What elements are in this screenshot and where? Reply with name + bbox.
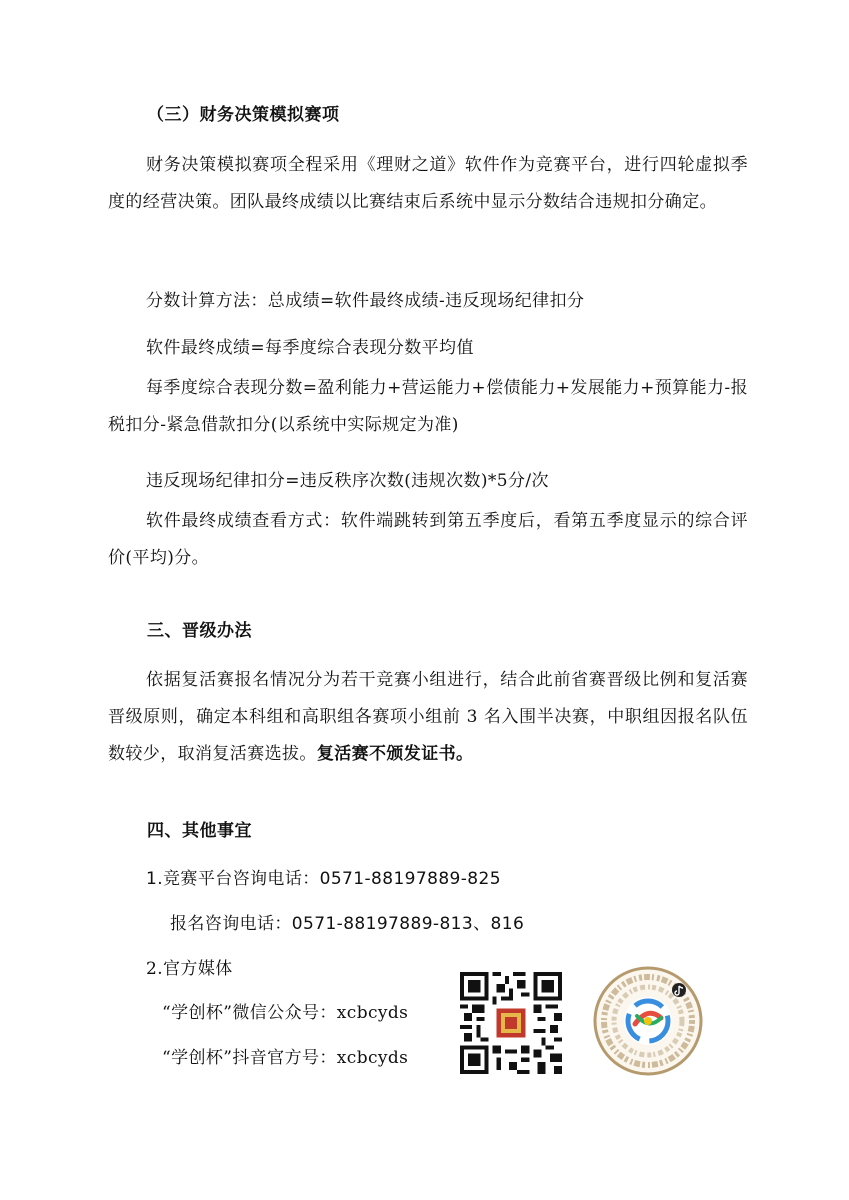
douyin-account: “学创杯”抖音官方号：xcbcyds [162,1048,409,1068]
formula-total-score: 分数计算方法：总成绩=软件最终成绩-违反现场纪律扣分 [146,291,585,311]
wechat-qr-code-icon [460,972,562,1074]
douyin-code-icon [593,966,703,1076]
formula-software-score: 软件最终成绩=每季度综合表现分数平均值 [146,338,474,358]
no-certificate-note: 复活赛不颁发证书。 [316,744,474,764]
paragraph-finance-intro: 财务决策模拟赛项全程采用《理财之道》软件作为竞赛平台，进行四轮虚拟季度的经营决策。团队最终成绩以比赛结束后系统中显示分数结合违规扣分确定。 [108,155,748,212]
formula-discipline-deduction: 违反现场纪律扣分=违反秩序次数(违规次数)*5分/次 [146,471,549,491]
section-heading-advance: 三、晋级办法 [147,621,252,641]
section-heading-finance: （三）财务决策模拟赛项 [147,105,340,125]
platform-phone: 1.竞赛平台咨询电话：0571-88197889-825 [146,869,501,889]
advance-text: 依据复活赛报名情况分为若干竞赛小组进行，结合此前省赛晋级比例和复活赛晋级原则，确定本科组和高职组各赛项小组前 3 名入围半决赛，中职组因报名队伍数较少，取消复活赛选拔。 [108,670,748,764]
paragraph-advance [108,662,748,773]
registration-phone: 报名咨询电话：0571-88197889-813、816 [170,914,525,934]
wechat-account: “学创杯”微信公众号：xcbcyds [162,1003,409,1023]
section-heading-other: 四、其他事宜 [147,821,252,841]
formula-quarterly-score: 每季度综合表现分数=盈利能力+营运能力+偿债能力+发展能力+预算能力-报税扣分-紧急借款扣分(以系统中实际规定为准) [108,378,748,435]
paragraph-view-method: 软件最终成绩查看方式：软件端跳转到第五季度后，看第五季度显示的综合评价(平均)分。 [108,511,748,568]
official-media-label: 2.官方媒体 [146,959,233,979]
